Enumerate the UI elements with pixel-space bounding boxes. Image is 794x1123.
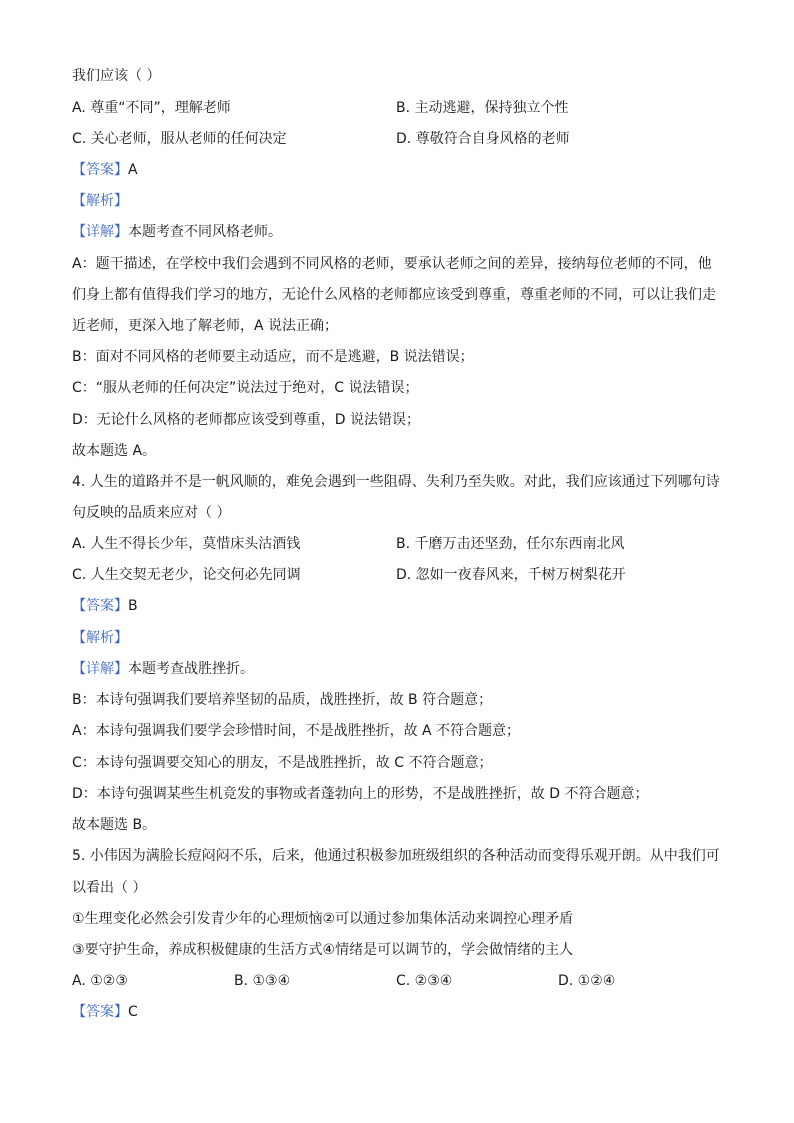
answer-label: 【答案】 bbox=[72, 162, 128, 178]
q4-detail-line: A：本诗句强调我们要学会珍惜时间，不是战胜挫折，故 A 不符合题意； bbox=[72, 723, 521, 739]
q4-detail-line: D：本诗句强调某些生机竞发的事物或者蓬勃向上的形势，不是战胜挫折，故 D 不符合题意； bbox=[72, 786, 649, 802]
q5-option-a: A. ①②③ bbox=[72, 973, 128, 989]
q3-detail-line: C：“服从老师的任何决定”说法过于绝对，C 说法错误； bbox=[72, 380, 419, 396]
q4-option-c: C. 人生交契无老少，论交何必先同调 bbox=[72, 567, 301, 583]
q3-answer bbox=[72, 160, 138, 180]
q5-answer bbox=[72, 1002, 138, 1022]
q3-detail-line: 故本题选 A。 bbox=[72, 443, 157, 459]
q4-answer bbox=[72, 596, 138, 616]
detail-text: 本题考查战胜挫折。 bbox=[128, 661, 254, 677]
answer-value: C bbox=[128, 1004, 138, 1020]
q3-option-c: C. 关心老师，服从老师的任何决定 bbox=[72, 131, 287, 147]
analysis-label: 【解析】 bbox=[72, 630, 128, 646]
answer-label: 【答案】 bbox=[72, 598, 128, 614]
q4-detail-line: C：本诗句强调要交知心的朋友，不是战胜挫折，故 C 不符合题意； bbox=[72, 755, 493, 771]
q5-option-b: B. ①③④ bbox=[234, 973, 291, 989]
detail-label: 【详解】 bbox=[72, 661, 128, 677]
q3-detail-line: 们身上都有值得我们学习的地方，无论什么风格的老师都应该受到尊重，尊重老师的不同，可以让我们走 bbox=[72, 287, 716, 303]
q4-stem: 4. 人生的道路并不是一帆风顺的，难免会遇到一些阻碍、失利乃至失败。对此，我们应该通过下列哪句诗 bbox=[72, 474, 720, 490]
q3-detail-line: A：题干描述，在学校中我们会遇到不同风格的老师，要承认老师之间的差异，接纳每位老师的不同，他 bbox=[72, 256, 712, 272]
q4-detail-line: B：本诗句强调我们要培养坚韧的品质，战胜挫折，故 B 符合题意； bbox=[72, 692, 493, 708]
q3-detail-line bbox=[72, 222, 282, 242]
q4-stem: 句反映的品质来应对（ ） bbox=[72, 505, 231, 521]
q4-analysis-label bbox=[72, 628, 128, 648]
answer-value: A bbox=[128, 162, 138, 178]
q4-detail-line bbox=[72, 659, 254, 679]
q3-detail-line: D：无论什么风格的老师都应该受到尊重，D 说法错误； bbox=[72, 412, 421, 428]
q4-option-d: D. 忽如一夜春风来，千树万树梨花开 bbox=[396, 567, 626, 583]
detail-text: 本题考查不同风格老师。 bbox=[128, 224, 282, 240]
q3-analysis-label bbox=[72, 191, 128, 211]
q3-stem-tail: 我们应该（ ） bbox=[72, 68, 161, 84]
q5-option-c: C. ②③④ bbox=[396, 973, 453, 989]
q5-option-d: D. ①②④ bbox=[558, 973, 616, 989]
q3-detail-line: 近老师，更深入地了解老师，A 说法正确； bbox=[72, 318, 339, 334]
analysis-label: 【解析】 bbox=[72, 193, 128, 209]
detail-label: 【详解】 bbox=[72, 224, 128, 240]
q3-detail-line: B：面对不同风格的老师要主动适应，而不是逃避，B 说法错误； bbox=[72, 349, 474, 365]
q3-option-d: D. 尊敬符合自身风格的老师 bbox=[396, 131, 570, 147]
q5-stem: 以看出（ ） bbox=[72, 880, 147, 896]
q3-option-b: B. 主动逃避，保持独立个性 bbox=[396, 100, 569, 116]
q3-option-a: A. 尊重“不同”，理解老师 bbox=[72, 100, 231, 116]
q5-statements: ①生理变化必然会引发青少年的心理烦恼②可以通过参加集体活动来调控心理矛盾 bbox=[72, 911, 574, 927]
q5-stem: 5. 小伟因为满脸长痘闷闷不乐，后来，他通过积极参加班级组织的各种活动而变得乐观开朗。从中我们可 bbox=[72, 848, 720, 864]
q5-statements: ③要守护生命，养成积极健康的生活方式④情绪是可以调节的，学会做情绪的主人 bbox=[72, 942, 574, 958]
q4-detail-line: 故本题选 B。 bbox=[72, 817, 157, 833]
q4-option-b: B. 千磨万击还坚劲，任尔东西南北风 bbox=[396, 536, 625, 552]
answer-value: B bbox=[128, 598, 138, 614]
q4-option-a: A. 人生不得长少年，莫惜床头沽酒钱 bbox=[72, 536, 301, 552]
answer-label: 【答案】 bbox=[72, 1004, 128, 1020]
